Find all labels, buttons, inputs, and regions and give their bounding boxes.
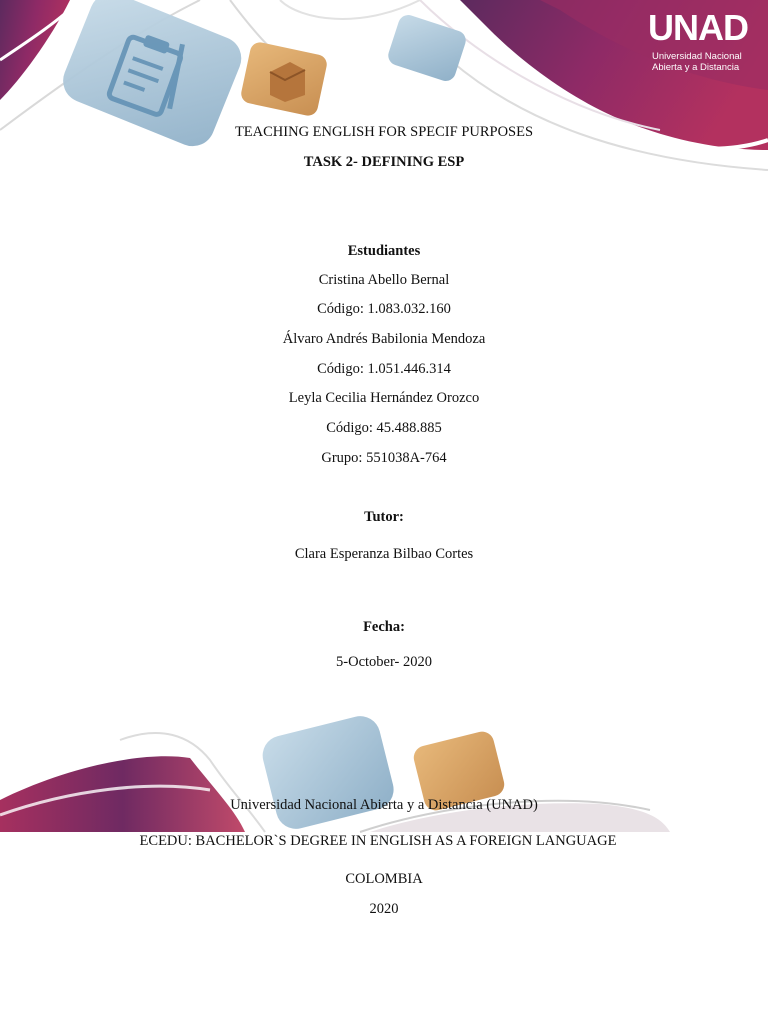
student-line: Álvaro Andrés Babilonia Mendoza xyxy=(282,331,486,347)
bottom-left-banner xyxy=(0,733,265,832)
unad-logo-line2: Abierta y a Distancia xyxy=(652,62,740,73)
task-title: TASK 2- DEFINING ESP xyxy=(303,154,465,170)
tutor-name: Clara Esperanza Bilbao Cortes xyxy=(294,546,474,562)
course-title: TEACHING ENGLISH FOR SPECIF PURPOSES xyxy=(234,124,534,140)
unad-logo xyxy=(648,6,760,76)
unad-logo-line1: Universidad Nacional xyxy=(652,51,742,62)
student-line: Código: 45.488.885 xyxy=(326,420,442,436)
program-name: ECEDU: BACHELOR`S DEGREE IN ENGLISH AS A FOREIGN LANGUAGE xyxy=(139,833,617,849)
student-line: Cristina Abello Bernal xyxy=(318,272,450,288)
country: COLOMBIA xyxy=(345,871,423,887)
student-line: Código: 1.051.446.314 xyxy=(317,361,451,377)
tutor-heading: Tutor: xyxy=(364,509,404,525)
university-name: Universidad Nacional Abierta y a Distancia (UNAD) xyxy=(230,797,538,813)
date-heading: Fecha: xyxy=(363,619,405,635)
date-value: 5-October- 2020 xyxy=(336,654,432,670)
student-line: Leyla Cecilia Hernández Orozco xyxy=(288,390,480,406)
students-heading: Estudiantes xyxy=(347,243,421,259)
large-blue-tile-bottom xyxy=(258,712,397,833)
student-line: Código: 1.083.032.160 xyxy=(317,301,451,317)
book-tile xyxy=(239,41,328,118)
unad-logo-word: UNAD xyxy=(648,7,748,48)
group-line: Grupo: 551038A-764 xyxy=(321,450,447,466)
small-blue-tile xyxy=(386,12,469,83)
year: 2020 xyxy=(369,901,399,917)
